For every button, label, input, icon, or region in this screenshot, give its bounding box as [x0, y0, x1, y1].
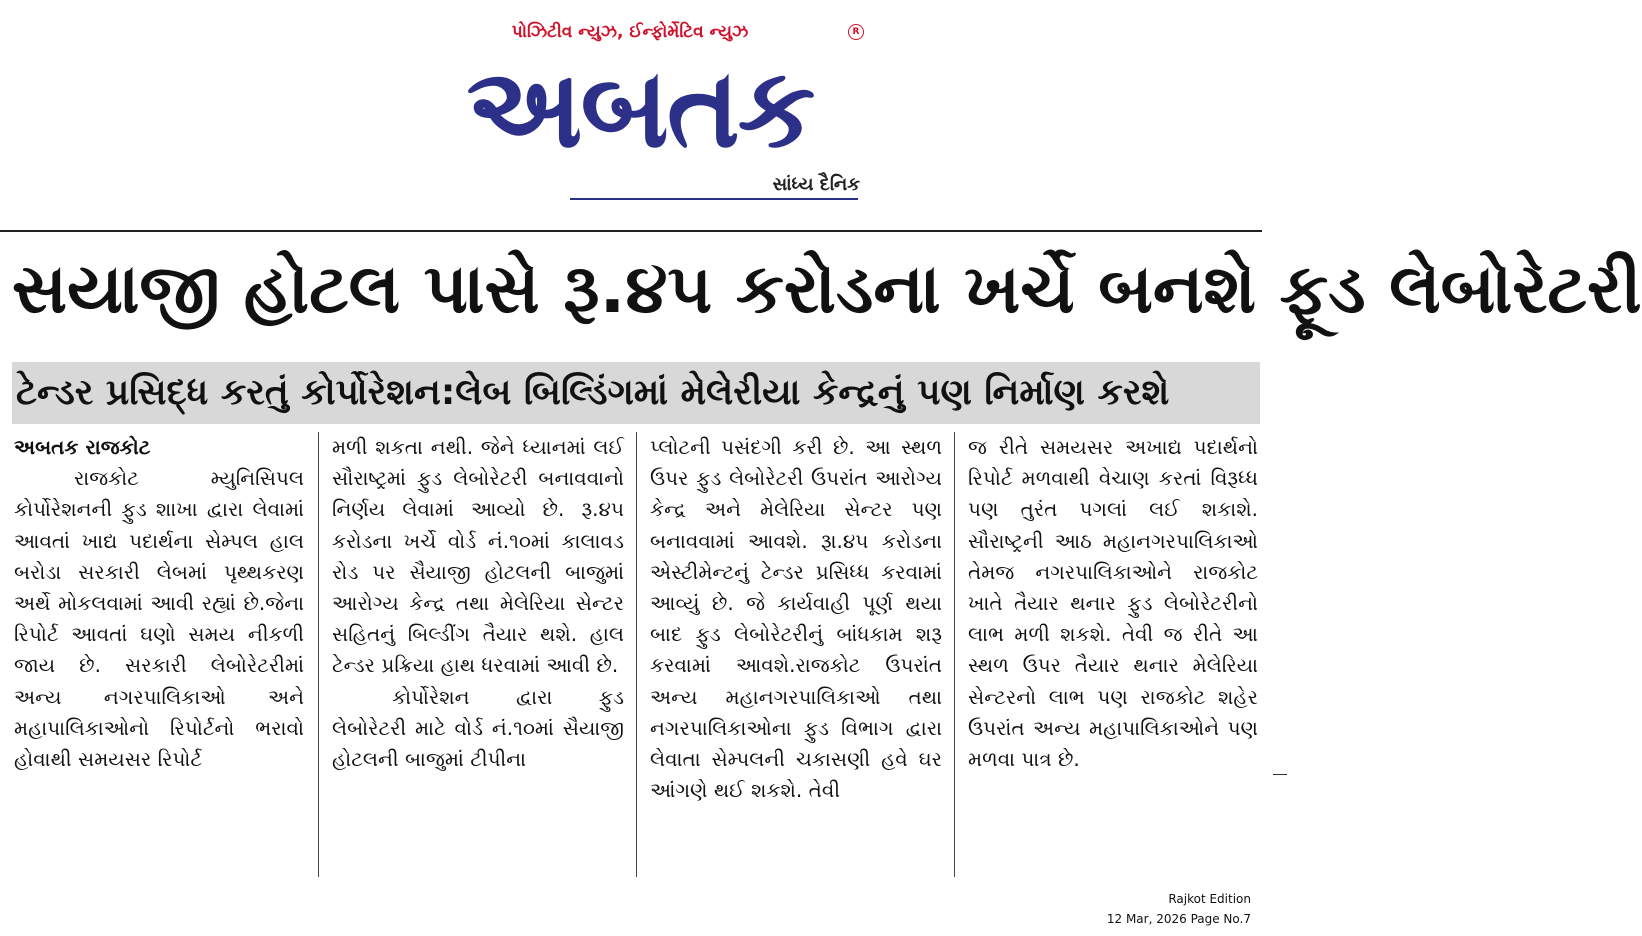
column-divider: [636, 432, 637, 877]
article-byline: અબતક રાજકોટ: [14, 435, 151, 459]
side-marker: [1273, 774, 1287, 775]
article-column-1: [14, 432, 304, 882]
masthead-tagline: પોઝિટીવ ન્યુઝ, ઈન્ફોર્મેટિવ ન્યુઝ: [511, 22, 749, 42]
top-divider: [0, 230, 1262, 232]
column-2-text: મળી શકતા નથી. જેને ધ્યાનમાં લઈ સૌરાષ્ટ્રમાં ફુડ લેબોરેટરી બનાવવાનો નિર્ણય લેવામાં આવ્યો છે. રૂ.૪૫ કરોડના ખર્ચે વોર્ડ નં.૧૦માં કાલાવડ રોડ પર સૈયાજી હોટલની બાજુમાં આરોગ્ય કેન્દ્ર તથા મેલેરિયા સેન્ટર સહિતનું બિલ્ડીંગ તૈયાર થશે. હાલ ટેન્ડર પ્રક્રિયા હાથ ધરવામાં આવી છે.: [332, 435, 625, 678]
column-1-text: રાજકોટ મ્યુનિસિપલ કોર્પોરેશનની ફુડ શાખા દ્વારા લેવામાં આવતાં ખાદ્ય પદાર્થના સેમ્પલ હાલ બરોડા સરકારી લેબમાં પૃથ્થકરણ અર્થે મોકલવામાં આવી રહ્યાં છે.જેના રિપોર્ટ આવતાં ઘણો સમય નીકળી જાય છે. સરકારી લેબોરેટરીમાં અન્ય નગરપાલિકાઓ અને મહાપાલિકાઓનો રિપોર્ટનો ભરાવો હોવાથી સમયસર રિપોર્ટ: [14, 466, 304, 772]
article-subheadline: ટેન્ડર પ્રસિદ્ધ કરતું કોર્પોરેશન:લેબ બિલ્ડિંગમાં મેલેરીયા કેન્દ્રનું પણ નિર્માણ કરશે: [12, 362, 1260, 424]
registered-trademark-icon: R: [848, 24, 864, 40]
column-divider: [954, 432, 955, 877]
column-divider: [318, 432, 319, 877]
masthead-underline: [570, 198, 858, 200]
article-column-3: [650, 432, 942, 882]
article-column-2: [332, 432, 624, 882]
column-4-text: જ રીતે સમયસર અખાદ્ય પદાર્થનો રિપોર્ટ મળવાથી વેચાણ કરતાં વિરૂધ્ધ પણ તુરંત પગલાં લઈ શકાશે. સૌરાષ્ટ્રની આઠ મહાનગરપાલિકાઓ તેમજ નગરપાલિકાઓને રાજકોટ ખાતે તૈયાર થનાર ફુડ લેબોરેટરીનો લાભ મળી શકશે. તેવી જ રીતે આ સ્થળ ઉપર તૈયાર થનાર મેલેરિયા સેન્ટરનો લાભ પણ રાજકોટ શહેર ઉપરાંત અન્ય મહાપાલિકાઓને પણ મળવા પાત્ર છે.: [968, 435, 1258, 772]
masthead: [420, 18, 870, 208]
article-headline: સયાજી હોટલ પાસે રૂ.૪૫ કરોડના ખર્ચે બનશે ફૂડ લેબોરેટરી: [12, 250, 1642, 329]
edition-label: Rajkot Edition: [1168, 892, 1251, 906]
column-3-text: પ્લોટની પસંદગી કરી છે. આ સ્થળ ઉપર ફુડ લેબોરેટરી ઉપરાંત આરોગ્ય કેન્દ્ર અને મેલેરિયા સેન્ટર પણ બનાવવામાં આવશે. રૂા.૪૫ કરોડના એસ્ટીમેન્ટનું ટેન્ડર પ્રસિધ્ધ કરવામાં આવ્યું છે. જે કાર્યવાહી પૂર્ણ થયા બાદ ફુડ લેબોરેટરીનું બાંધકામ શરૂ કરવામાં આવશે.રાજકોટ ઉપરાંત અન્ય મહાનગરપાલિકાઓ તથા નગરપાલિકાઓના ફુડ વિભાગ દ્વારા લેવાતા સેમ્પલની ચકાસણી હવે ઘર આંગણે થઈ શકશે. તેવી: [650, 435, 942, 803]
article-column-4: [968, 432, 1258, 882]
date-page-label: 12 Mar, 2026 Page No.7: [1106, 912, 1251, 926]
newspaper-logo: અબતક: [466, 44, 814, 172]
column-2-paragraph-2: કોર્પોરેશન દ્વારા ફુડ લેબોરેટરી માટે વોર્ડ નં.૧૦માં સૈયાજી હોટલની બાજુમાં ટીપીના: [332, 684, 624, 772]
masthead-subtitle: સાંધ્ય દૈનિક: [772, 174, 860, 195]
